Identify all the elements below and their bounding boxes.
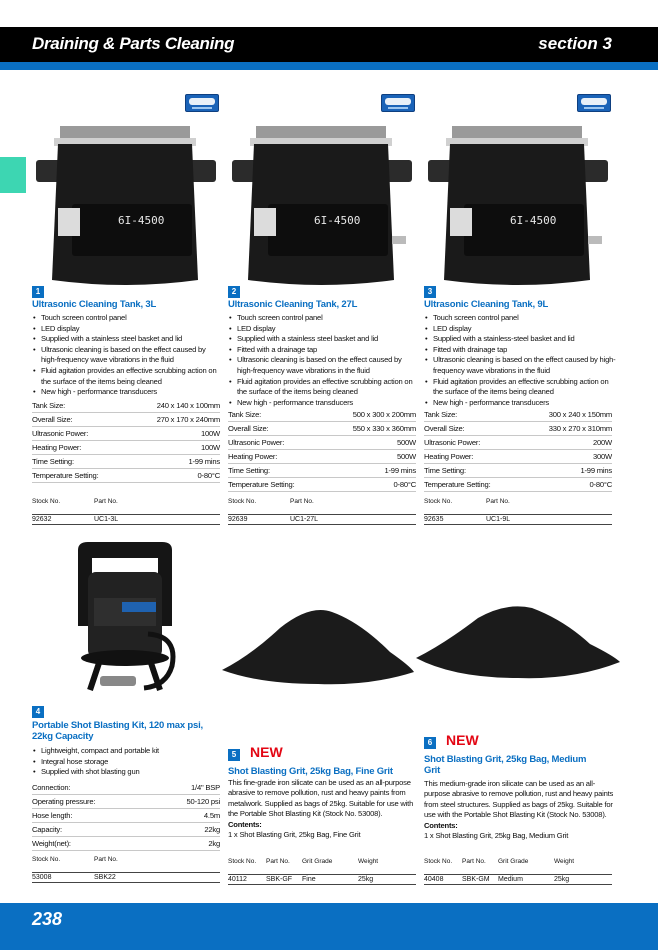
page-title: Draining & Parts Cleaning [32, 34, 235, 53]
spec-label: Heating Power: [424, 452, 474, 461]
list-item: • Fitted with drainage tap [424, 345, 616, 356]
product-number-badge: 1 [32, 286, 44, 298]
part-no: SBK-GM [462, 874, 498, 884]
ultrasonic-tank-9l-image [420, 120, 616, 290]
spec-row [32, 455, 220, 469]
product-title: Ultrasonic Cleaning Tank, 9L [424, 299, 549, 310]
spec-row [32, 809, 220, 823]
draper-logo-icon [185, 94, 219, 112]
list-item: • Lightweight, compact and portable kit [32, 746, 222, 757]
product-number-badge: 4 [32, 706, 44, 718]
spec-value: 1-99 mins [188, 457, 220, 466]
spec-label: Ultrasonic Power: [228, 438, 285, 447]
spec-row [228, 422, 416, 436]
header-accent-strip [0, 62, 658, 70]
list-item: • Ultrasonic cleaning is based on the effect caused by high-frequency wave vibrations in the fluid [32, 345, 222, 366]
contents-text: 1 x Shot Blasting Grit, 25kg Bag, Medium Grit [424, 831, 569, 841]
grit-grade-header: Grit Grade [498, 858, 529, 865]
new-badge [244, 744, 283, 762]
spec-value: 500W [396, 452, 416, 461]
list-item: • LED display [228, 324, 418, 335]
spec-row [32, 469, 220, 483]
ultrasonic-tank-3l-image [28, 120, 224, 290]
product-number-badge: 5 [228, 749, 240, 761]
product-number-badge: 6 [424, 737, 436, 749]
spec-value: 500W [396, 438, 416, 447]
feature-list [32, 313, 222, 398]
list-item: • Integral hose storage [32, 757, 222, 768]
spec-value: 4.5m [203, 811, 220, 820]
weight-header: Weight [358, 858, 379, 865]
product-number-badge: 3 [424, 286, 436, 298]
spec-row [32, 795, 220, 809]
list-item: • Supplied with a stainless-steel basket and lid [424, 334, 616, 345]
part-no-header: Part No. [94, 498, 118, 505]
grit-grade: Medium [498, 874, 554, 884]
spec-row [32, 441, 220, 455]
spec-label: Time Setting: [424, 466, 466, 475]
spec-value: 300W [592, 452, 612, 461]
stock-no-header: Stock No. [424, 858, 453, 865]
stock-no: 40112 [228, 874, 266, 884]
weight: 25kg [554, 874, 612, 884]
svg-text:6I-4500: 6I-4500 [510, 214, 557, 227]
spec-value: 550 x 330 x 360mm [352, 424, 416, 433]
section-label: section 3 [538, 34, 612, 53]
spec-label: Heating Power: [228, 452, 278, 461]
spec-value: 100W [200, 429, 220, 438]
spec-value: 22kg [204, 825, 220, 834]
spec-label: Tank Size: [32, 401, 66, 410]
product-title: Shot Blasting Grit, 25kg Bag, Medium Grit [424, 754, 587, 776]
spec-label: Connection: [32, 783, 71, 792]
list-item: • New high - performance transducers [32, 387, 222, 398]
table-row [32, 514, 220, 524]
spec-value: 270 x 170 x 240mm [156, 415, 220, 424]
list-item: • New high - performance transducers [228, 398, 418, 409]
new-label: NEW [250, 744, 283, 760]
list-item: • Supplied with a stainless steel basket and lid [32, 334, 222, 345]
stock-no-header: Stock No. [228, 858, 257, 865]
medium-grit-pile-image [414, 600, 624, 682]
product-title: Portable Shot Blasting Kit, 120 max psi, 22kg Capacity [32, 720, 203, 742]
spec-label: Overall Size: [32, 415, 73, 424]
spec-label: Heating Power: [32, 443, 82, 452]
list-item: • New high - performance transducers [424, 398, 616, 409]
shot-blasting-kit-image [60, 540, 190, 702]
spec-label: Operating pressure: [32, 797, 96, 806]
spec-value: 500 x 300 x 200mm [352, 410, 416, 419]
section-side-tab [0, 157, 26, 193]
spec-label: Tank Size: [424, 410, 458, 419]
table-row [32, 872, 220, 882]
list-item: • Fluid agitation provides an effective scrubbing action on the surface of the items being cleaned [424, 377, 616, 398]
spec-row [424, 464, 612, 478]
list-item: • Touch screen control panel [228, 313, 418, 324]
spec-row [424, 408, 612, 422]
list-item: • LED display [32, 324, 222, 335]
product-title: Ultrasonic Cleaning Tank, 27L [228, 299, 358, 310]
stock-no: 92639 [228, 514, 290, 524]
part-no: UC1-3L [94, 514, 220, 524]
stock-table [228, 856, 416, 885]
spec-label: Tank Size: [228, 410, 262, 419]
list-item: • Ultrasonic cleaning is based on the effect caused by high-frequency wave vibrations in the fluid [228, 355, 418, 376]
draper-logo-icon [577, 94, 611, 112]
spec-value: 1-99 mins [384, 466, 416, 475]
spec-table [32, 781, 220, 851]
spec-value: 1-99 mins [580, 466, 612, 475]
description-text: This medium-grade iron silicate can be used as an all-purpose abrasive to remove pollution, rust and heavy paints from steel structures. Supplied as bags of 25kg. Suitable for use with the Portable Shot Blasting Kit (Stock No. 53008). [424, 779, 614, 820]
spec-label: Ultrasonic Power: [424, 438, 481, 447]
new-badge [440, 732, 479, 750]
spec-row [228, 436, 416, 450]
spec-value: 240 x 140 x 100mm [156, 401, 220, 410]
spec-row [32, 427, 220, 441]
spec-value: 1/4" BSP [191, 783, 220, 792]
contents-heading: Contents: [228, 819, 262, 829]
spec-value: 300 x 240 x 150mm [548, 410, 612, 419]
spec-label: Overall Size: [228, 424, 269, 433]
stock-table [424, 496, 612, 525]
spec-label: Temperature Setting: [228, 480, 295, 489]
grit-grade-header: Grit Grade [302, 858, 333, 865]
spec-row [424, 422, 612, 436]
product-description [424, 779, 614, 841]
spec-table [424, 408, 612, 492]
spec-label: Ultrasonic Power: [32, 429, 89, 438]
part-no-header: Part No. [486, 498, 510, 505]
list-item: • LED display [424, 324, 616, 335]
description-text: This fine-grade iron silicate can be used as an all-purpose abrasive to remove pollution, rust and heavy paints from metalwork. Supplied as bags of 25kg. Suitable for use with the Portable Shot Blasting Kit (Stock No. 53008). [228, 778, 414, 819]
spec-value: 200W [592, 438, 612, 447]
feature-list [32, 746, 222, 778]
stock-no-header: Stock No. [424, 498, 453, 505]
spec-row [228, 478, 416, 492]
stock-table [228, 496, 416, 525]
table-row [424, 874, 612, 884]
spec-value: 0-80°C [197, 471, 220, 480]
part-no-header: Part No. [462, 858, 486, 865]
spec-row [32, 781, 220, 795]
list-item: • Fluid agitation provides an effective scrubbing action on the surface of the items being cleaned [228, 377, 418, 398]
part-no: SBK22 [94, 872, 220, 882]
spec-value: 0-80°C [589, 480, 612, 489]
stock-no-header: Stock No. [228, 498, 257, 505]
spec-row [32, 823, 220, 837]
list-item: • Supplied with shot blasting gun [32, 767, 222, 778]
feature-list [424, 313, 616, 408]
product-title: Ultrasonic Cleaning Tank, 3L [32, 299, 157, 310]
spec-table [228, 408, 416, 492]
stock-no: 40408 [424, 874, 462, 884]
spec-value: 2kg [208, 839, 220, 848]
spec-label: Time Setting: [32, 457, 74, 466]
spec-row [32, 399, 220, 413]
list-item: • Ultrasonic cleaning is based on the effect caused by high-frequency wave vibrations in the fluid [424, 355, 616, 376]
spec-row [424, 450, 612, 464]
spec-value: 330 x 270 x 310mm [548, 424, 612, 433]
grit-grade: Fine [302, 874, 358, 884]
feature-list [228, 313, 418, 408]
fine-grit-pile-image [220, 600, 416, 688]
spec-label: Temperature Setting: [424, 480, 491, 489]
table-row [228, 874, 416, 884]
weight-header: Weight [554, 858, 575, 865]
spec-value: 0-80°C [393, 480, 416, 489]
list-item: • Touch screen control panel [424, 313, 616, 324]
stock-no-header: Stock No. [32, 856, 61, 863]
spec-label: Overall Size: [424, 424, 465, 433]
spec-row [228, 408, 416, 422]
table-row [424, 514, 612, 524]
spec-label: Hose length: [32, 811, 73, 820]
product-number-badge: 2 [228, 286, 240, 298]
stock-table [32, 854, 220, 883]
spec-row [424, 436, 612, 450]
spec-label: Weight(net): [32, 839, 71, 848]
part-no: SBK-GF [266, 874, 302, 884]
part-no: UC1-9L [486, 514, 612, 524]
spec-row [228, 464, 416, 478]
part-no-header: Part No. [94, 856, 118, 863]
list-item: • Touch screen control panel [32, 313, 222, 324]
part-no-header: Part No. [266, 858, 290, 865]
table-row [228, 514, 416, 524]
spec-label: Temperature Setting: [32, 471, 99, 480]
spec-value: 50-120 psi [186, 797, 220, 806]
spec-row [424, 478, 612, 492]
product-description [228, 778, 414, 840]
new-label: NEW [446, 732, 479, 748]
stock-no: 53008 [32, 872, 94, 882]
part-no: UC1-27L [290, 514, 416, 524]
spec-row [32, 837, 220, 851]
stock-no: 92635 [424, 514, 486, 524]
list-item: • Supplied with a stainless steel basket and lid [228, 334, 418, 345]
page-number: 238 [32, 909, 63, 929]
svg-text:6I-4500: 6I-4500 [314, 214, 361, 227]
stock-table [32, 496, 220, 525]
page-header [0, 27, 658, 62]
product-title: Shot Blasting Grit, 25kg Bag, Fine Grit [228, 766, 393, 777]
contents-text: 1 x Shot Blasting Grit, 25kg Bag, Fine Grit [228, 830, 361, 840]
weight: 25kg [358, 874, 416, 884]
spec-label: Time Setting: [228, 466, 270, 475]
stock-no: 92632 [32, 514, 94, 524]
spec-label: Capacity: [32, 825, 62, 834]
list-item: • Fitted with a drainage tap [228, 345, 418, 356]
spec-row [228, 450, 416, 464]
part-no-header: Part No. [290, 498, 314, 505]
page-footer [0, 903, 658, 950]
spec-value: 100W [200, 443, 220, 452]
svg-text:6I-4500: 6I-4500 [118, 214, 165, 227]
spec-row [32, 413, 220, 427]
stock-no-header: Stock No. [32, 498, 61, 505]
list-item: • Fluid agitation provides an effective scrubbing action on the surface of the items being cleaned [32, 366, 222, 387]
spec-table [32, 399, 220, 483]
stock-table [424, 856, 612, 885]
contents-heading: Contents: [424, 820, 458, 830]
draper-logo-icon [381, 94, 415, 112]
ultrasonic-tank-27l-image [224, 120, 420, 290]
